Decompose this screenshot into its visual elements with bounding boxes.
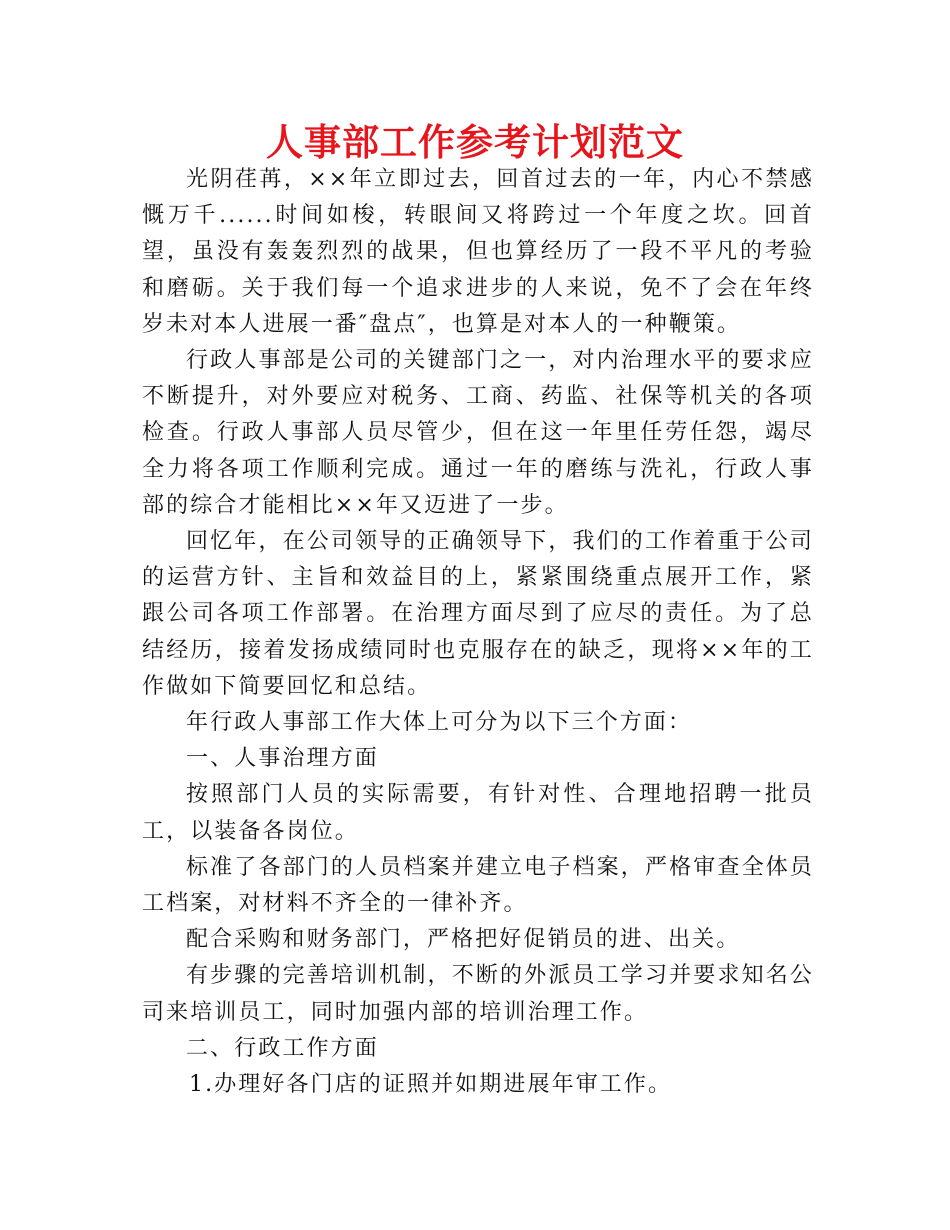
paragraph-department-overview: 行政人事部是公司的关键部门之一，对内治理水平的要求应不断提升，对外要应对税务、工商、药监、社保等机关的各项检查。行政人事部人员尽管少，但在这一年里任劳任怨，竭尽全力将各项工作顺利完成。通过一年的磨练与洗礼，行政人事部的综合才能相比××年又迈进了一步。 bbox=[142, 348, 814, 518]
document-body bbox=[142, 162, 814, 1103]
paragraph-intro: 光阴荏苒，××年立即过去，回首过去的一年，内心不禁感慨万千......时间如梭，转眼间又将跨过一个年度之坎。回首望，虽没有轰轰烈烈的战果，但也算经历了一段不平凡的考验和磨砺。关于我们每一个追求进步的人来说，免不了会在年终岁未对本人进展一番″盘点″，也算是对本人的一种鞭策。 bbox=[142, 167, 814, 337]
paragraph-recruitment: 按照部门人员的实际需要，有针对性、合理地招聘一批员工，以装备各岗位。 bbox=[142, 782, 814, 844]
paragraph-year-review: 回忆年，在公司领导的正确领导下，我们的工作着重于公司的运营方针、主旨和效益目的上，紧紧围绕重点展开工作，紧跟公司各项工作部署。在治理方面尽到了应尽的责任。为了总结经历，接着发扬成绩同时也克服存在的缺乏，现将××年的工作做如下简要回忆和总结。 bbox=[142, 529, 814, 699]
paragraph-promoters: 配合采购和财务部门，严格把好促销员的进、出关。 bbox=[186, 927, 741, 953]
list-item-licenses: 1.办理好各门店的证照并如期进展年审工作。 bbox=[189, 1072, 673, 1098]
paragraph-work-aspects: 年行政人事部工作大体上可分为以下三个方面： bbox=[186, 710, 693, 736]
section-heading-personnel: 一、人事治理方面 bbox=[186, 746, 379, 772]
document-title: 人事部工作参考计划范文 bbox=[266, 121, 684, 164]
section-heading-administration: 二、行政工作方面 bbox=[186, 1035, 379, 1061]
paragraph-training: 有步骤的完善培训机制，不断的外派员工学习并要求知名公司来培训员工，同时加强内部的培训治理工作。 bbox=[142, 963, 814, 1025]
paragraph-archives: 标准了各部门的人员档案并建立电子档案，严格审查全体员工档案，对材料不齐全的一律补齐。 bbox=[142, 854, 814, 917]
